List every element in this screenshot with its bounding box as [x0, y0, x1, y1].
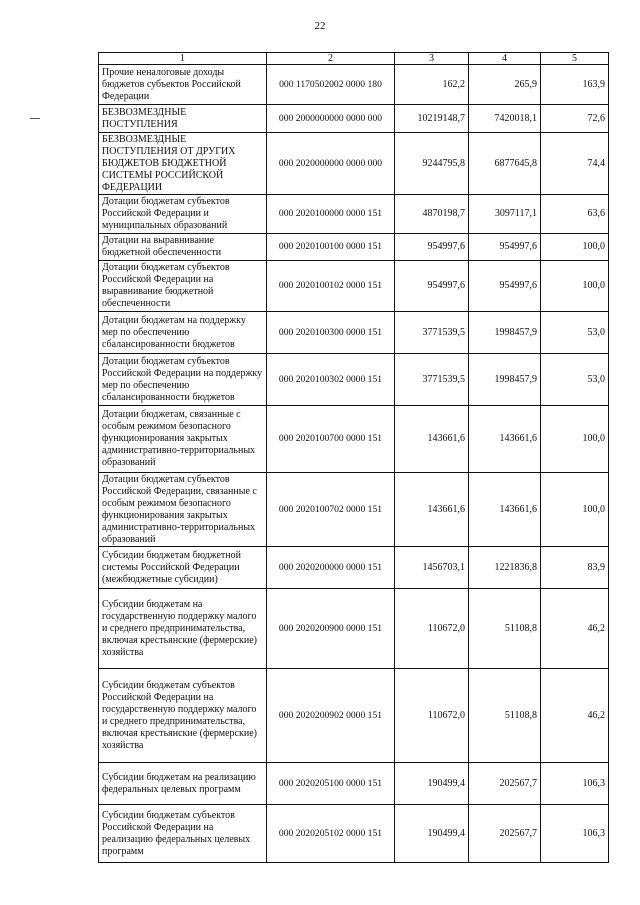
- table-row: [99, 354, 609, 406]
- row-value-5: 106,3: [541, 805, 609, 863]
- row-value-3: 143661,6: [395, 473, 469, 547]
- row-name: Дотации бюджетам субъектов Российской Федерации на выравнивание бюджетной обеспеченности: [99, 261, 267, 312]
- table-row: [99, 234, 609, 261]
- row-value-5: 53,0: [541, 354, 609, 406]
- row-value-5: 100,0: [541, 261, 609, 312]
- row-code: 000 2020100100 0000 151: [267, 234, 395, 261]
- row-value-3: 954997,6: [395, 234, 469, 261]
- row-value-3: 3771539,5: [395, 312, 469, 354]
- row-code: 000 1170502002 0000 180: [267, 65, 395, 105]
- table-row: [99, 312, 609, 354]
- row-value-4: 265,9: [469, 65, 541, 105]
- row-code: 000 2020000000 0000 000: [267, 133, 395, 195]
- row-value-4: 7420018,1: [469, 105, 541, 133]
- row-code: 000 2020205102 0000 151: [267, 805, 395, 863]
- column-header-4: 4: [469, 53, 541, 65]
- row-value-4: 1221836,8: [469, 547, 541, 589]
- row-value-3: 162,2: [395, 65, 469, 105]
- row-code: 000 2020100700 0000 151: [267, 406, 395, 473]
- table-row: [99, 669, 609, 763]
- row-value-5: 46,2: [541, 669, 609, 763]
- row-code: 000 2020100302 0000 151: [267, 354, 395, 406]
- row-value-5: 163,9: [541, 65, 609, 105]
- table-header-row: [99, 53, 609, 65]
- row-value-4: 202567,7: [469, 805, 541, 863]
- table-row: [99, 589, 609, 669]
- row-name: Субсидии бюджетам на государственную поддержку малого и среднего предпринимательства, включая крестьянские (фермерские) хозяйства: [99, 589, 267, 669]
- row-value-4: 51108,8: [469, 669, 541, 763]
- row-name: Субсидии бюджетам субъектов Российской Федерации на реализацию федеральных целевых программ: [99, 805, 267, 863]
- row-name: Дотации бюджетам на поддержку мер по обеспечению сбалансированности бюджетов: [99, 312, 267, 354]
- column-header-1: 1: [99, 53, 267, 65]
- row-value-5: 100,0: [541, 473, 609, 547]
- row-name: Субсидии бюджетам на реализацию федеральных целевых программ: [99, 763, 267, 805]
- row-value-3: 110672,0: [395, 669, 469, 763]
- row-code: 000 2020100300 0000 151: [267, 312, 395, 354]
- row-value-3: 954997,6: [395, 261, 469, 312]
- row-value-5: 100,0: [541, 406, 609, 473]
- row-value-5: 63,6: [541, 195, 609, 234]
- row-value-3: 4870198,7: [395, 195, 469, 234]
- table-row: [99, 547, 609, 589]
- row-value-3: 110672,0: [395, 589, 469, 669]
- row-value-4: 1998457,9: [469, 354, 541, 406]
- column-header-5: 5: [541, 53, 609, 65]
- row-name: Дотации бюджетам субъектов Российской Федерации на поддержку мер по обеспечению сбалансированности бюджетов: [99, 354, 267, 406]
- row-value-4: 143661,6: [469, 406, 541, 473]
- row-name: БЕЗВОЗМЕЗДНЫЕ ПОСТУПЛЕНИЯ ОТ ДРУГИХ БЮДЖЕТОВ БЮДЖЕТНОЙ СИСТЕМЫ РОССИЙСКОЙ ФЕДЕРАЦИИ: [99, 133, 267, 195]
- margin-mark: [30, 118, 40, 119]
- row-name: Субсидии бюджетам бюджетной системы Российской Федерации (межбюджетные субсидии): [99, 547, 267, 589]
- row-name: Дотации на выравнивание бюджетной обеспеченности: [99, 234, 267, 261]
- row-name: БЕЗВОЗМЕЗДНЫЕ ПОСТУПЛЕНИЯ: [99, 105, 267, 133]
- row-value-4: 3097117,1: [469, 195, 541, 234]
- row-value-5: 46,2: [541, 589, 609, 669]
- row-code: 000 2020100000 0000 151: [267, 195, 395, 234]
- row-code: 000 2020100702 0000 151: [267, 473, 395, 547]
- row-value-3: 190499,4: [395, 805, 469, 863]
- row-code: 000 2000000000 0000 000: [267, 105, 395, 133]
- row-value-3: 10219148,7: [395, 105, 469, 133]
- column-header-3: 3: [395, 53, 469, 65]
- row-value-3: 1456703,1: [395, 547, 469, 589]
- row-code: 000 2020200902 0000 151: [267, 669, 395, 763]
- row-code: 000 2020100102 0000 151: [267, 261, 395, 312]
- row-value-5: 72,6: [541, 105, 609, 133]
- row-name: Дотации бюджетам субъектов Российской Федерации, связанные с особым режимом безопасного функционирования закрытых административно-территориальных образований: [99, 473, 267, 547]
- table-row: [99, 133, 609, 195]
- row-value-5: 83,9: [541, 547, 609, 589]
- row-value-4: 143661,6: [469, 473, 541, 547]
- page-number: 22: [314, 20, 326, 32]
- column-header-2: 2: [267, 53, 395, 65]
- row-value-4: 51108,8: [469, 589, 541, 669]
- table-row: [99, 105, 609, 133]
- row-value-5: 100,0: [541, 234, 609, 261]
- table-row: [99, 65, 609, 105]
- row-value-4: 202567,7: [469, 763, 541, 805]
- row-value-3: 3771539,5: [395, 354, 469, 406]
- row-code: 000 2020205100 0000 151: [267, 763, 395, 805]
- row-value-5: 53,0: [541, 312, 609, 354]
- table-row: [99, 261, 609, 312]
- row-value-5: 106,3: [541, 763, 609, 805]
- table-row: [99, 406, 609, 473]
- row-value-4: 954997,6: [469, 234, 541, 261]
- table-row: [99, 763, 609, 805]
- row-name: Дотации бюджетам, связанные с особым режимом безопасного функционирования закрытых административно-территориальных образований: [99, 406, 267, 473]
- row-value-3: 143661,6: [395, 406, 469, 473]
- table-row: [99, 473, 609, 547]
- row-value-3: 190499,4: [395, 763, 469, 805]
- table-row: [99, 195, 609, 234]
- row-code: 000 2020200900 0000 151: [267, 589, 395, 669]
- row-value-4: 6877645,8: [469, 133, 541, 195]
- row-value-5: 74,4: [541, 133, 609, 195]
- budget-table: [98, 52, 609, 863]
- row-code: 000 2020200000 0000 151: [267, 547, 395, 589]
- row-name: Субсидии бюджетам субъектов Российской Федерации на государственную поддержку малого и среднего предпринимательства, включая крестьянские (фермерские) хозяйства: [99, 669, 267, 763]
- row-name: Прочие неналоговые доходы бюджетов субъектов Российской Федерации: [99, 65, 267, 105]
- row-name: Дотации бюджетам субъектов Российской Федерации и муниципальных образований: [99, 195, 267, 234]
- row-value-3: 9244795,8: [395, 133, 469, 195]
- row-value-4: 1998457,9: [469, 312, 541, 354]
- table-row: [99, 805, 609, 863]
- row-value-4: 954997,6: [469, 261, 541, 312]
